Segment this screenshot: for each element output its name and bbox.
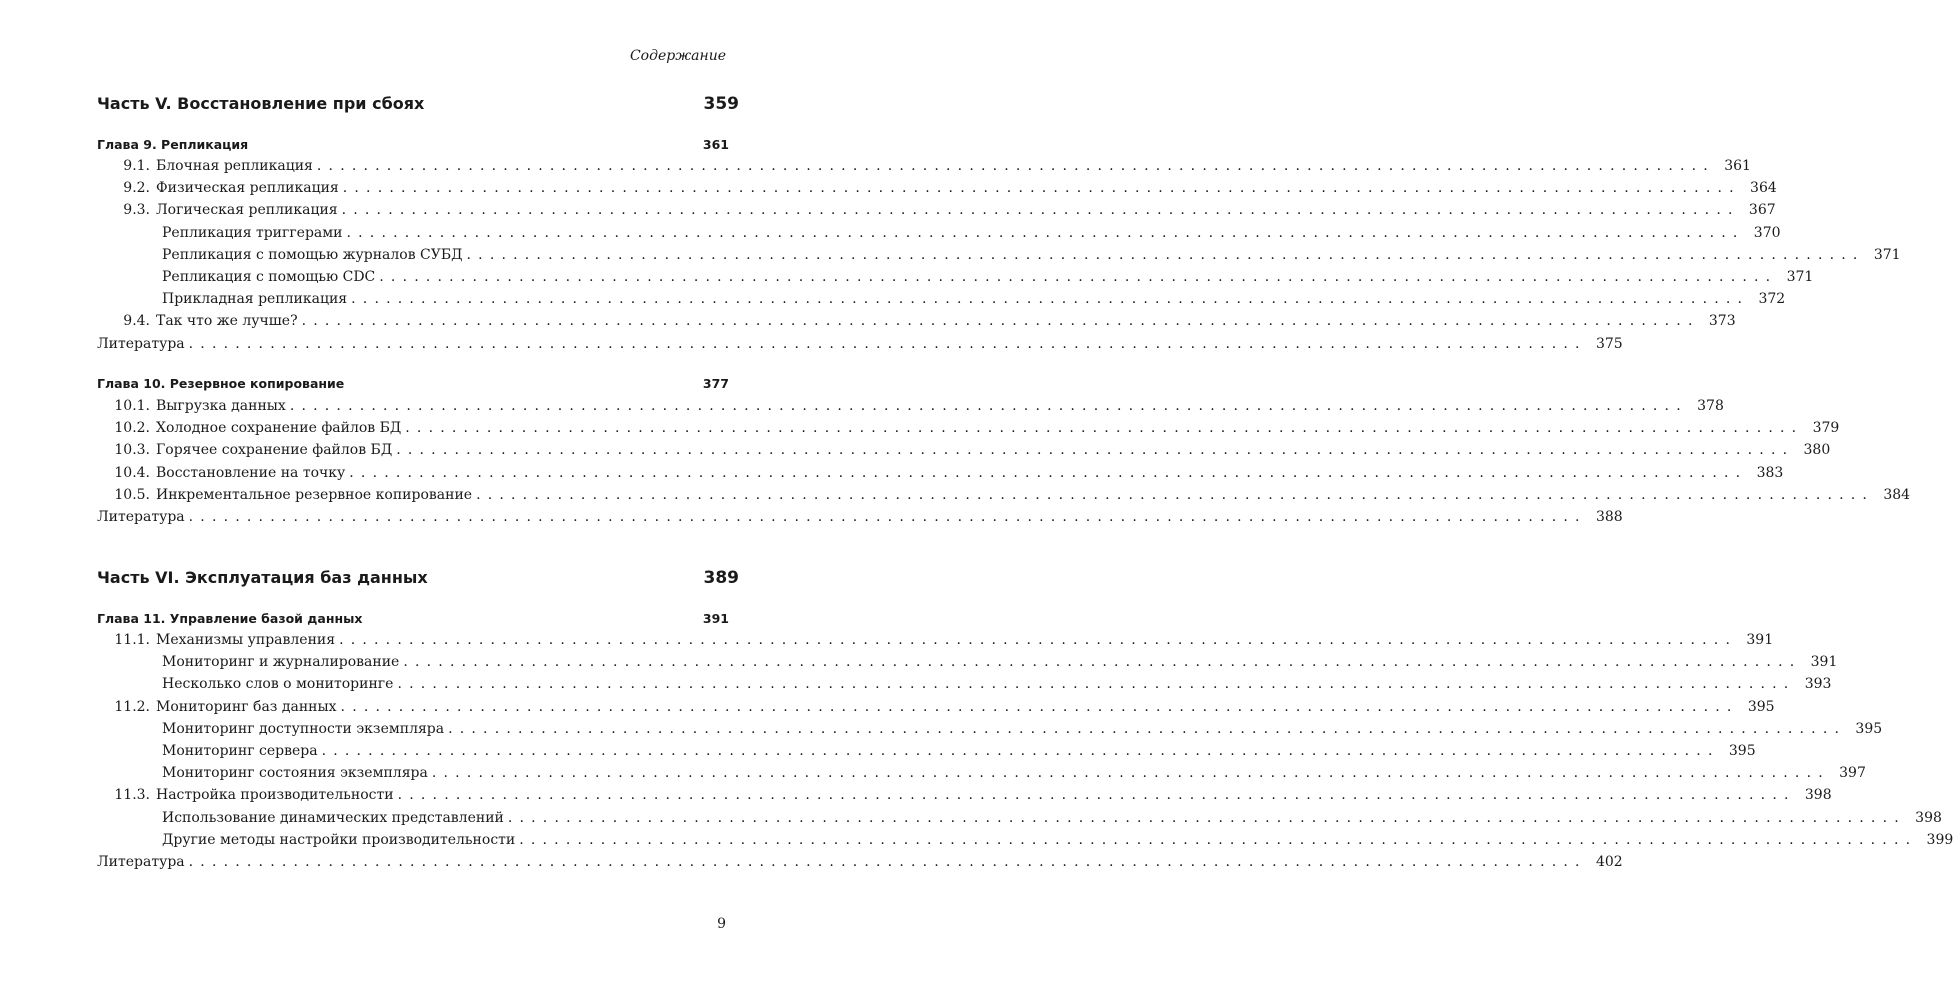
entry-title: Мониторинг баз данных xyxy=(156,698,337,715)
toc-entry[interactable] xyxy=(97,765,1866,785)
chapter-page: 391 xyxy=(702,611,729,626)
entry-number: 11.1. xyxy=(114,632,150,648)
entry-title: Репликация триггерами xyxy=(162,224,343,241)
dot-leader: ........................................................................................................................ xyxy=(507,809,1906,826)
dot-leader: ........................................................................................................................ xyxy=(188,335,1587,352)
dot-leader: ........................................................................................................................ xyxy=(396,442,1795,459)
entry-title: Мониторинг и журналирование xyxy=(162,654,400,671)
entry-page: 380 xyxy=(1803,442,1831,459)
entry-page: 378 xyxy=(1697,398,1724,414)
entry-title: Мониторинг состояния экземпляра xyxy=(162,765,428,782)
entry-title: Использование динамических представлений xyxy=(162,809,504,826)
chapter-heading[interactable] xyxy=(97,376,729,391)
entry-title: Восстановление на точку xyxy=(156,464,346,481)
dot-leader: ........................................................................................................................ xyxy=(339,632,1738,648)
toc-entry[interactable] xyxy=(97,509,1623,529)
entry-page: 375 xyxy=(1595,335,1623,352)
dot-leader: ........................................................................................................................ xyxy=(448,720,1847,737)
chapter-page: 361 xyxy=(702,137,729,152)
entry-title: Другие методы настройки производительности xyxy=(162,831,516,848)
entry-title: Инкрементальное резервное копирование xyxy=(156,486,473,503)
dot-leader: ........................................................................................................................ xyxy=(316,158,1715,174)
entry-number: 9.2. xyxy=(123,180,150,197)
toc-entry[interactable] xyxy=(97,831,1953,852)
toc-entry[interactable] xyxy=(97,313,1736,333)
entry-title: Холодное сохранение файлов БД xyxy=(156,420,402,437)
toc-entry[interactable] xyxy=(97,720,1883,741)
entry-page: 361 xyxy=(1724,158,1751,174)
entry-number: 11.3. xyxy=(114,787,150,804)
entry-page: 395 xyxy=(1728,743,1756,759)
toc-entry[interactable] xyxy=(97,202,1776,222)
part-title: Часть V. Восстановление при сбоях xyxy=(97,94,425,113)
toc-entry[interactable] xyxy=(97,743,1756,763)
toc-entry[interactable] xyxy=(97,854,1623,874)
dot-leader: ........................................................................................................................ xyxy=(397,676,1796,693)
dot-leader: ........................................................................................................................ xyxy=(431,765,1830,782)
dot-leader: ........................................................................................................................ xyxy=(405,420,1804,437)
toc-entry[interactable] xyxy=(97,398,1724,418)
entry-page: 383 xyxy=(1756,464,1784,481)
chapter-heading[interactable] xyxy=(97,137,729,152)
entry-number: 10.3. xyxy=(114,442,150,459)
dot-leader: ........................................................................................................................ xyxy=(188,854,1587,870)
entry-page: 373 xyxy=(1708,313,1736,330)
entry-title: Литература xyxy=(97,335,185,352)
dot-leader: ........................................................................................................................ xyxy=(340,698,1739,715)
toc-entry[interactable] xyxy=(97,224,1781,245)
entry-title: Горячее сохранение файлов БД xyxy=(156,442,393,459)
dot-leader: ........................................................................................................................ xyxy=(466,246,1865,263)
entry-title: Настройка производительности xyxy=(156,787,394,804)
dot-leader: ........................................................................................................................ xyxy=(188,509,1587,525)
entry-page: 391 xyxy=(1746,632,1774,648)
entry-title: Литература xyxy=(97,509,185,525)
toc-entry[interactable] xyxy=(97,158,1751,178)
entry-title: Мониторинг сервера xyxy=(162,743,318,759)
dot-leader: ........................................................................................................................ xyxy=(289,398,1688,414)
dot-leader: ........................................................................................................................ xyxy=(342,180,1741,197)
entry-number: 10.5. xyxy=(114,486,150,503)
dot-leader: ........................................................................................................................ xyxy=(321,743,1720,759)
entry-number: 9.1. xyxy=(123,158,150,174)
entry-page: 372 xyxy=(1758,291,1786,308)
entry-title: Логическая репликация xyxy=(156,202,338,219)
toc-entry[interactable] xyxy=(97,698,1775,719)
dot-leader: ........................................................................................................................ xyxy=(346,224,1745,241)
page-number: 9 xyxy=(717,916,726,932)
dot-leader: ........................................................................................................................ xyxy=(349,464,1748,481)
toc-entry[interactable] xyxy=(97,335,1623,356)
entry-title: Репликация с помощью журналов СУБД xyxy=(162,246,463,263)
entry-page: 395 xyxy=(1855,720,1883,737)
entry-page: 395 xyxy=(1747,698,1775,715)
toc-entry[interactable] xyxy=(97,180,1777,200)
entry-page: 371 xyxy=(1873,246,1901,263)
toc-entry[interactable] xyxy=(97,787,1832,807)
entry-number: 9.3. xyxy=(123,202,150,219)
entry-page: 364 xyxy=(1750,180,1777,197)
entry-page: 384 xyxy=(1883,486,1911,503)
dot-leader: ........................................................................................................................ xyxy=(301,313,1700,330)
entry-title: Так что же лучше? xyxy=(156,313,298,330)
chapter-title: Глава 11. Управление базой данных xyxy=(97,611,363,626)
entry-number: 10.1. xyxy=(114,398,150,414)
dot-leader: ........................................................................................................................ xyxy=(397,787,1796,804)
toc-entry[interactable] xyxy=(97,632,1774,652)
toc-entry[interactable] xyxy=(97,809,1942,830)
dot-leader: ........................................................................................................................ xyxy=(519,831,1918,848)
chapter-title: Глава 9. Репликация xyxy=(97,137,249,152)
toc-entry[interactable] xyxy=(97,420,1840,440)
dot-leader: ........................................................................................................................ xyxy=(476,486,1875,503)
entry-page: 397 xyxy=(1839,765,1866,782)
entry-number: 10.4. xyxy=(114,464,150,481)
part-page: 389 xyxy=(703,568,739,588)
entry-title: Несколько слов о мониторинге xyxy=(162,676,394,693)
running-head: Содержание xyxy=(629,48,726,64)
toc-entry[interactable] xyxy=(97,654,1838,674)
toc-entry[interactable] xyxy=(97,442,1831,462)
entry-page: 391 xyxy=(1810,654,1838,671)
entry-page: 367 xyxy=(1748,202,1776,219)
toc-entry[interactable] xyxy=(97,269,1814,289)
entry-page: 379 xyxy=(1812,420,1840,437)
dot-leader: ........................................................................................................................ xyxy=(341,202,1740,219)
entry-title: Выгрузка данных xyxy=(156,398,286,414)
chapter-heading[interactable] xyxy=(97,611,729,626)
toc-entry[interactable] xyxy=(97,464,1784,485)
part-title: Часть VI. Эксплуатация баз данных xyxy=(97,568,428,587)
entry-number: 10.2. xyxy=(114,420,150,437)
entry-number: 11.2. xyxy=(114,698,150,715)
entry-title: Мониторинг доступности экземпляра xyxy=(162,720,445,737)
entry-page: 393 xyxy=(1804,676,1832,693)
entry-title: Физическая репликация xyxy=(156,180,339,197)
toc-entry[interactable] xyxy=(97,291,1786,311)
entry-title: Механизмы управления xyxy=(156,632,336,648)
dot-leader: ........................................................................................................................ xyxy=(379,269,1778,285)
entry-title: Блочная репликация xyxy=(156,158,313,174)
part-page: 359 xyxy=(703,94,739,114)
entry-page: 388 xyxy=(1595,509,1623,525)
entry-title: Литература xyxy=(97,854,185,870)
chapter-title: Глава 10. Резервное копирование xyxy=(97,376,345,391)
entry-number: 9.4. xyxy=(123,313,150,330)
entry-page: 371 xyxy=(1786,269,1814,285)
entry-page: 398 xyxy=(1915,809,1942,826)
chapter-page: 377 xyxy=(702,376,729,391)
entry-title: Прикладная репликация xyxy=(162,291,348,308)
entry-page: 402 xyxy=(1595,854,1623,870)
entry-page: 370 xyxy=(1753,224,1781,241)
dot-leader: ........................................................................................................................ xyxy=(351,291,1750,308)
toc-entry[interactable] xyxy=(97,486,1911,507)
entry-title: Репликация с помощью CDC xyxy=(162,269,376,285)
part-heading[interactable] xyxy=(97,568,739,588)
entry-page: 399 xyxy=(1926,831,1953,848)
dot-leader: ........................................................................................................................ xyxy=(403,654,1802,671)
entry-page: 398 xyxy=(1804,787,1832,804)
toc-entry[interactable] xyxy=(97,676,1832,696)
toc-entry[interactable] xyxy=(97,246,1901,267)
part-heading[interactable] xyxy=(97,94,739,114)
